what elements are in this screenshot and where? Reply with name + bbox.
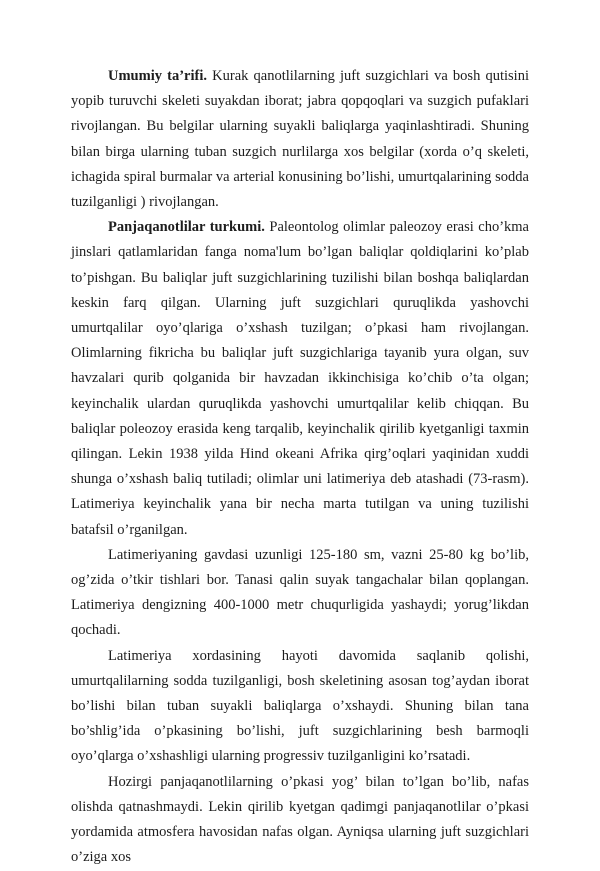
- paragraph-modern-lungs: [71, 770, 529, 871]
- paragraph-text: Kurak qanotlilarning juft suzgichlari va bosh qutisini yopib turuvchi skeleti suyakdan iborat; jabra qopqoqlari va suzgich pufaklari rivojlangan. Bu belgilar ularning suyakli baliqlarga yaqinlashtiradi. Shuning bilan birga ularning tuban suzgich nurlilarga xos belgilar (xorda o’q skeleti, ichagida spiral burmalar va arterial konusining bo’lishi, umurtqalarining sodda tuzilganligi ) rivojlangan.: [71, 68, 529, 211]
- paragraph-latimeria-body: [71, 543, 529, 644]
- paragraph-text: Hozirgi panjaqanotlilarning o’pkasi yog’ bilan to’lgan bo’lib, nafas olishda qatnashmaydi. Lekin qirilib kyetgan qadimgi panjaqanotlilar o’pkasi yordamida atmosfera havosidan nafas olgan. Ayniqsa ularning juft suzgichlari o’ziga xos: [71, 773, 529, 866]
- paragraph-text: Paleontolog olimlar paleozoy erasi cho’kma jinslari qatlamlaridan fanga noma'lum bo’lgan baliqlar qoldiqlarini ko’plab to’pishgan. Bu baliqlar juft suzgichlarining tuzilishi bilan boshqa baliqlardan keskin farq qilgan. Ularning juft suzgichlari quruqlikda yashovchi umurtqalilar oyo’qlariga o’xshash tuzilgan; o’pkasi ham rivojlangan. Olimlarning fikricha bu baliqlar juft suzgichlariga tayanib yura olgan, suv havzalari qurib qolganida bir havzadan ikkinchisiga ko’chib o’ta olgan; keyinchalik ulardan quruqlikda yashovchi umurtqalilar kelib chiqqan. Bu baliqlar poleozoy erasida keng tarqalib, keyinchalik qirilib kyetganligi taxmin qilingan. Lekin 1938 yilda Hind okeani Afrika qirg’oqlari yaqinidan xuddi shunga o’xshash baliq tutiladi; olimlar uni latimeriya deb atashadi (73-rasm). Latimeriya keyinchalik yana bir necha marta tutilgan va uning tuzilishi batafsil o’rganilgan.: [71, 219, 529, 538]
- paragraph-heading: Umumiy ta’rifi.: [108, 68, 207, 84]
- paragraph-heading: Panjaqanotlilar turkumi.: [108, 219, 265, 236]
- paragraph-order-description: [71, 215, 529, 543]
- paragraph-latimeria-features: [71, 644, 529, 770]
- paragraph-general-definition: [71, 64, 529, 215]
- paragraph-text: Latimeriya xordasining hayoti davomida saqlanib qolishi, umurtqalilarning sodda tuzilganligi, bosh skeletining asosan tog’aydan iborat bo’lishi bilan tuban suyakli baliqlarga o’xshaydi. Shuning bilan tana bo’shlig’ida o’pkasining bo’lishi, juft suzgichlarining besh barmoqli oyo’qlarga o’xshashligi ularning progressiv tuzilganligini ko’rsatadi.: [71, 647, 529, 765]
- paragraph-text: Latimeriyaning gavdasi uzunligi 125-180 sm, vazni 25-80 kg bo’lib, og’zida o’tkir tishlari bor. Tanasi qalin suyak tangachalar bilan qoplangan. Latimeriya dengizning 400-1000 metr chuqurligida yashaydi; yorug’likdan qochadi.: [71, 546, 529, 639]
